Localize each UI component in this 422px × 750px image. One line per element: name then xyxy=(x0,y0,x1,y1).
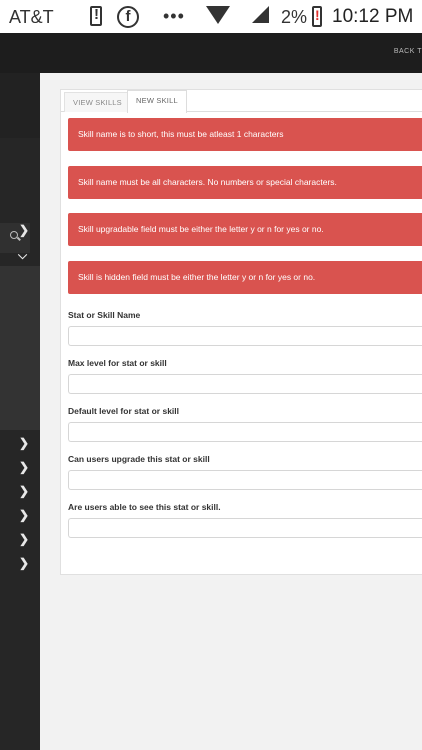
battery-alert-icon xyxy=(90,6,102,26)
upgradable-label: Can users upgrade this stat or skill xyxy=(68,454,210,464)
upgradable-input[interactable] xyxy=(68,470,422,490)
skill-name-label: Stat or Skill Name xyxy=(68,310,141,320)
tab-new-skill[interactable]: NEW SKILL xyxy=(127,90,187,113)
more-notifications-icon: ••• xyxy=(163,6,185,26)
chevron-down-icon[interactable]: ⌵ xyxy=(18,248,28,262)
error-alert: Skill upgradable field must be either the letter y or n for yes or no. xyxy=(68,213,422,246)
wifi-icon xyxy=(206,6,230,24)
chevron-right-icon[interactable]: ❯ xyxy=(19,436,30,450)
sidebar-open-submenu xyxy=(0,266,40,430)
chevron-right-icon[interactable]: ❯ xyxy=(19,223,30,237)
tab-view-skills[interactable]: VIEW SKILLS xyxy=(64,92,131,112)
search-icon xyxy=(10,231,18,239)
battery-low-icon xyxy=(312,6,322,27)
visible-label: Are users able to see this stat or skill. xyxy=(68,502,221,512)
default-level-label: Default level for stat or skill xyxy=(68,406,180,416)
error-alert: Skill name is to short, this must be atleast 1 characters xyxy=(68,118,422,151)
tab-bar xyxy=(61,90,422,112)
facebook-icon: f xyxy=(117,6,139,28)
chevron-right-icon[interactable]: ❯ xyxy=(19,508,30,522)
chevron-right-icon[interactable]: ❯ xyxy=(19,460,30,474)
battery-percent: 2% xyxy=(281,7,308,27)
chevron-right-icon[interactable]: ❯ xyxy=(19,556,30,570)
skills-panel xyxy=(60,89,422,575)
main-content xyxy=(40,73,422,750)
error-alert: Skill name must be all characters. No numbers or special characters. xyxy=(68,166,422,199)
error-alert: Skill is hidden field must be either the letter y or n for yes or no. xyxy=(68,261,422,294)
app-header xyxy=(0,33,422,73)
carrier-label: AT&T xyxy=(9,7,54,27)
max-level-input[interactable] xyxy=(68,374,422,394)
chevron-right-icon[interactable]: ❯ xyxy=(19,484,30,498)
sidebar-header xyxy=(0,73,40,138)
back-link[interactable]: BACK T xyxy=(393,48,422,55)
chevron-right-icon[interactable]: ❯ xyxy=(19,532,30,546)
max-level-label: Max level for stat or skill xyxy=(68,358,167,368)
status-bar xyxy=(0,0,422,33)
clock: 10:12 PM xyxy=(332,6,414,27)
sidebar xyxy=(0,73,40,750)
signal-icon xyxy=(252,6,269,23)
skill-name-input[interactable] xyxy=(68,326,422,346)
default-level-input[interactable] xyxy=(68,422,422,442)
visible-input[interactable] xyxy=(68,518,422,538)
